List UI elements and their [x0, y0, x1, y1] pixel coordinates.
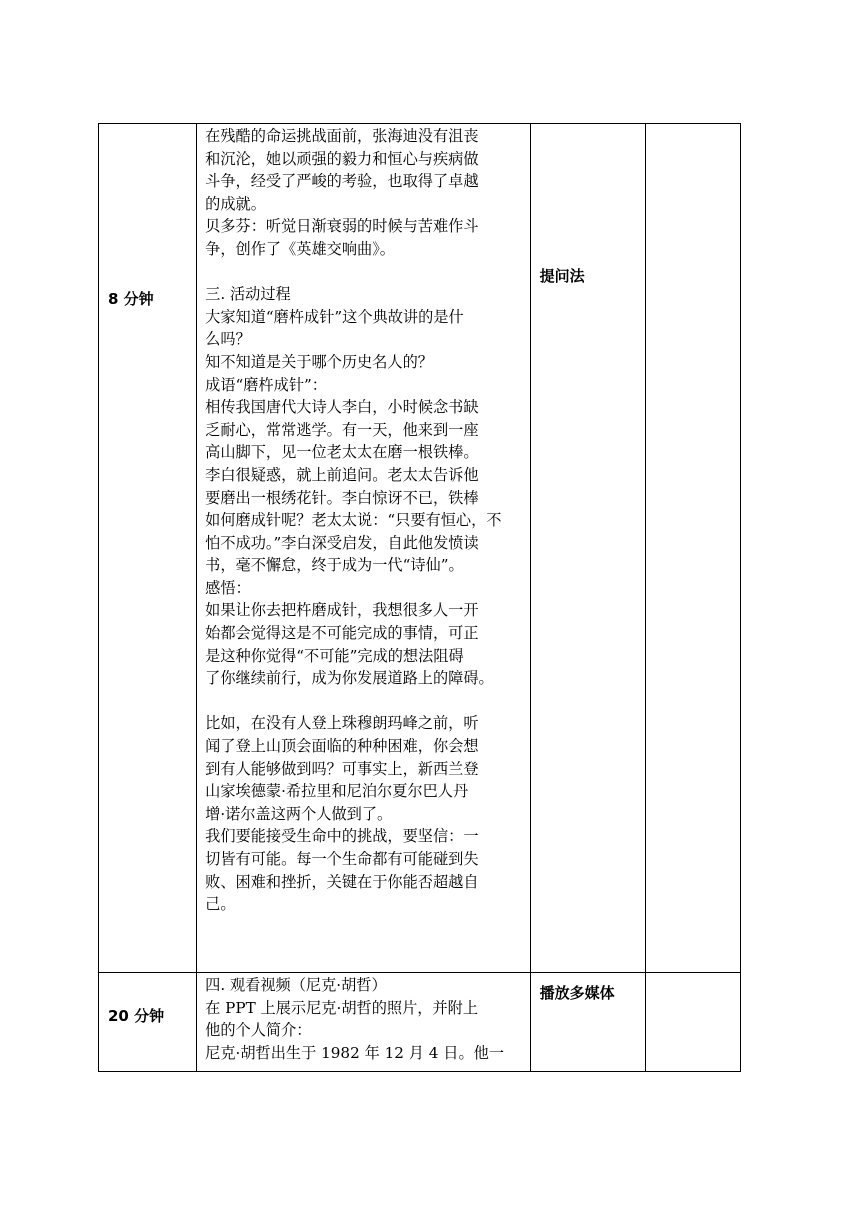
content-line: 斗争，经受了严峻的考验，也取得了卓越: [205, 172, 479, 191]
content-line: 怕不成功。”李白深受启发，自此他发愤读: [205, 533, 479, 552]
time-cell: [99, 124, 197, 973]
content-line: 争，创作了《英雄交响曲》。: [205, 239, 395, 258]
content-line: [205, 690, 527, 713]
content-line: 么吗？: [205, 330, 251, 349]
content-line: 比如，在没有人登上珠穆朗玛峰之前，听: [205, 714, 479, 733]
content-line: 了你继续前行，成为你发展道路上的障碍。: [205, 669, 494, 688]
content-line: 他的个人简介：: [205, 1021, 312, 1040]
content-line: 李白很疑惑，就上前追问。老太太告诉他: [205, 465, 479, 484]
method-label: 提问法: [539, 267, 585, 285]
notes-cell: [645, 124, 740, 973]
time-label: 20 分钟: [108, 1007, 165, 1025]
content-line: 高山脚下，见一位老太太在磨一根铁棒。: [205, 443, 479, 462]
content-line: 到有人能够做到吗？可事实上，新西兰登: [205, 759, 479, 778]
content-line: 尼克·胡哲出生于 1982 年 12 月 4 日。他一: [205, 1043, 505, 1062]
content-line: [205, 261, 527, 284]
content-line: 和沉沦，她以顽强的毅力和恒心与疾病做: [205, 149, 479, 168]
method-cell: [530, 973, 645, 1072]
content-cell: [197, 124, 531, 973]
content-line: 感悟：: [205, 578, 251, 597]
method-label: 播放多媒体: [539, 984, 615, 1002]
content-line: 知不知道是关于哪个历史名人的？: [205, 352, 433, 371]
content-line: 败、困难和挫折，关键在于你能否超越自: [205, 872, 479, 891]
content-line: [205, 938, 527, 961]
content-line: 我们要能接受生命中的挑战，要坚信：一: [205, 827, 479, 846]
content-line: 增·诺尔盖这两个人做到了。: [205, 804, 393, 823]
time-label: 8 分钟: [108, 290, 154, 308]
notes-cell: [645, 973, 740, 1072]
content-line: 在 PPT 上展示尼克·胡哲的照片，并附上: [205, 998, 479, 1017]
content-line: 大家知道“磨杵成针”这个典故讲的是什: [205, 307, 464, 326]
content-line: 己。: [205, 895, 236, 914]
content-line: 闻了登上山顶会面临的种种困难，你会想: [205, 737, 479, 756]
content-line: 的成就。: [205, 194, 266, 213]
content-line: 如果让你去把杵磨成针，我想很多人一开: [205, 601, 479, 620]
content-line: [205, 916, 527, 939]
content-line: 相传我国唐代大诗人李白，小时候念书缺: [205, 398, 479, 417]
content-line: 山家埃德蒙·希拉里和尼泊尔夏尔巴人丹: [205, 782, 469, 801]
content-line: 贝多芬：听觉日渐衰弱的时候与苦难作斗: [205, 217, 479, 236]
content-text: [197, 973, 530, 1064]
content-cell: [197, 973, 531, 1072]
content-line: 是这种你觉得“不可能”完成的想法阻碍: [205, 646, 464, 665]
method-cell: [530, 124, 645, 973]
content-line: 乏耐心，常常逃学。有一天，他来到一座: [205, 420, 479, 439]
content-line: 成语“磨杵成针”：: [205, 375, 327, 394]
content-line: 始都会觉得这是不可能完成的事情，可正: [205, 624, 479, 643]
table-row: [99, 124, 741, 973]
content-line: 三. 活动过程: [205, 285, 291, 304]
table-row: [99, 973, 741, 1072]
content-line: 四. 观看视频（尼克·胡哲）: [205, 976, 387, 994]
content-text: [197, 124, 530, 961]
content-line: 书，毫不懈怠，终于成为一代“诗仙”。: [205, 556, 464, 575]
time-cell: [99, 973, 197, 1072]
content-line: 切皆有可能。每一个生命都有可能碰到失: [205, 850, 479, 868]
content-line: 在残酷的命运挑战面前，张海迪没有沮丧: [205, 127, 479, 145]
content-line: 要磨出一根绣花针。李白惊讶不已，铁棒: [205, 488, 479, 507]
lesson-plan-table: [98, 123, 741, 1072]
content-line: 如何磨成针呢？老太太说：“只要有恒心，不: [205, 511, 502, 530]
